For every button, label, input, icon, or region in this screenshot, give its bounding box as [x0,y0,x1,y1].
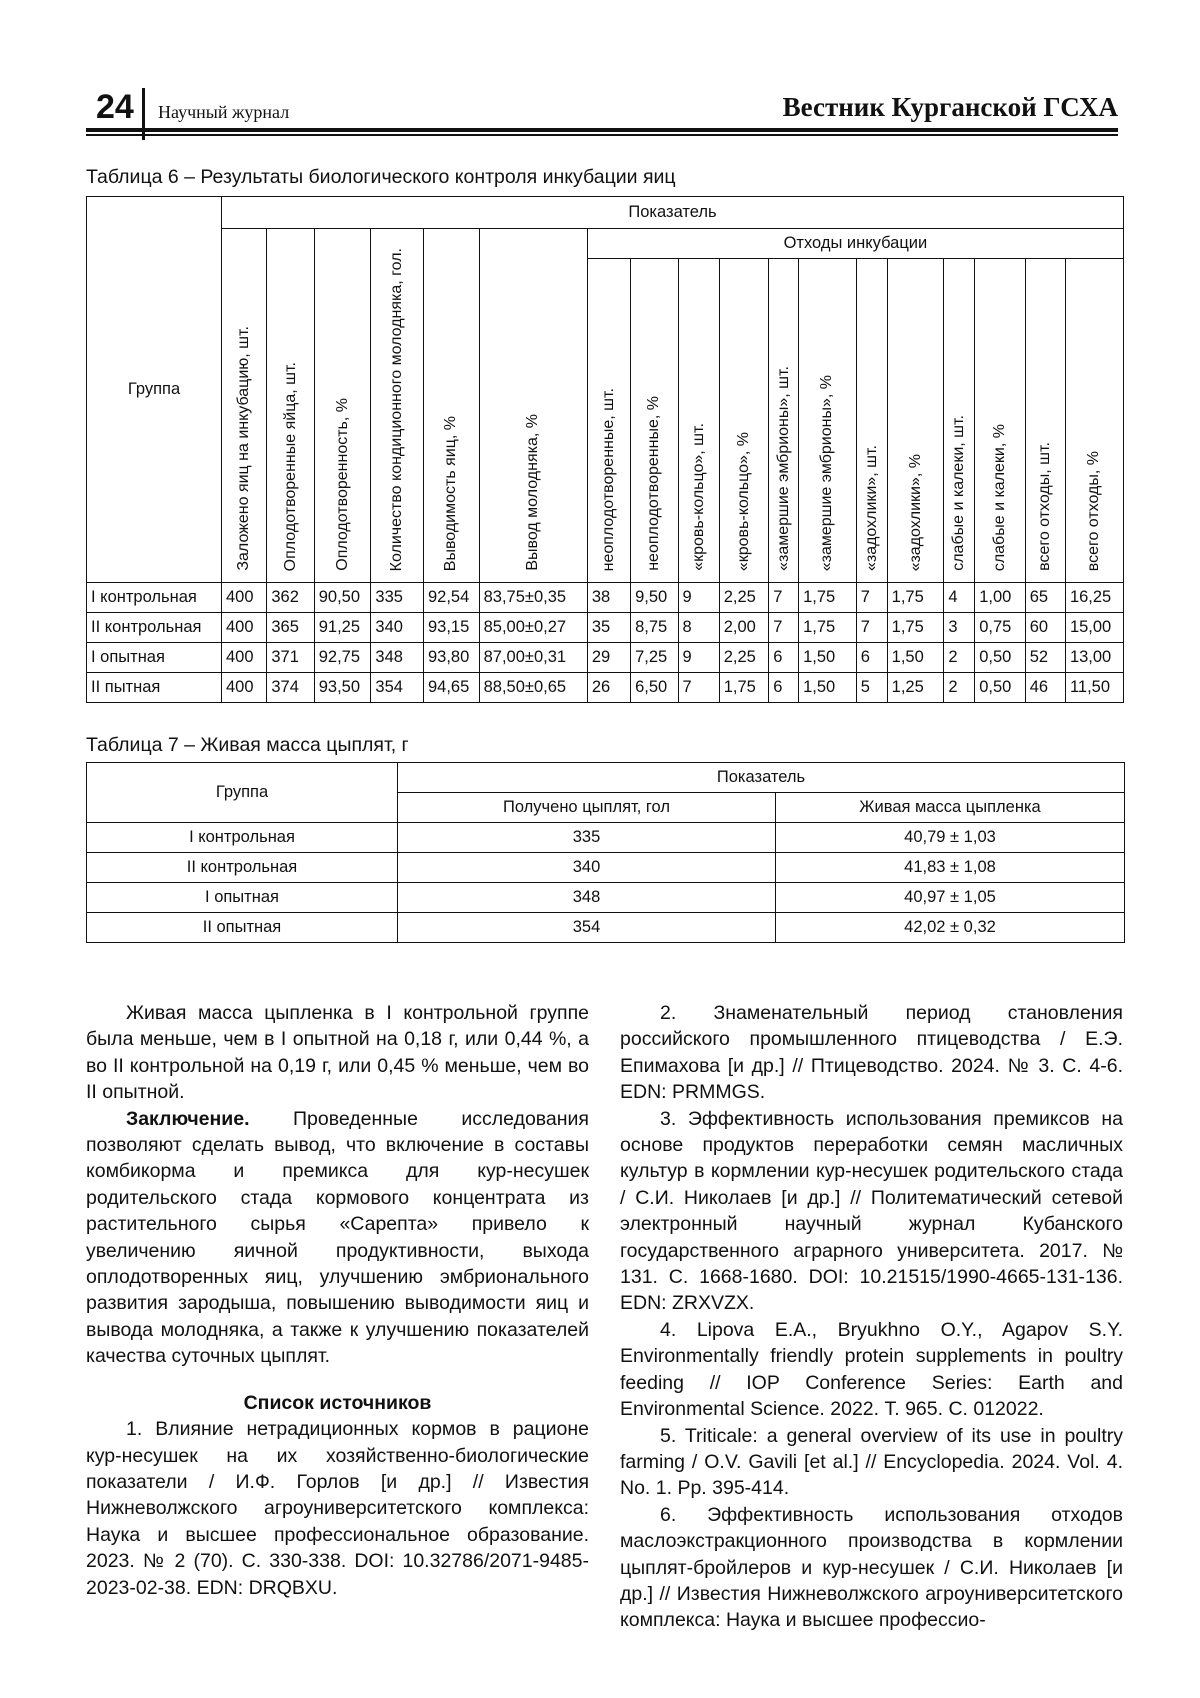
table6-value-cell: 1,75 [799,613,857,643]
table6-value-cell: 65 [1025,583,1065,613]
table6-row [87,583,1124,613]
table6-value-cell: 365 [267,613,314,643]
table6-col-header: слабые и калеки, % [975,259,1026,583]
table6-value-cell: 38 [587,583,630,613]
body-paragraph: Живая масса цыпленка в I контрольной группе была меньше, чем в I опытной на 0,18 г, или 0,44 %, а во II контрольной на 0,19 г, или 0,45 % меньше, чем во II опытной. [86,1002,589,1104]
table6-value-cell: 7 [769,613,799,643]
table6-value-cell: 8 [678,613,719,643]
table6-value-cell: 1,25 [887,673,944,703]
table6-value-cell: 1,00 [975,583,1026,613]
table6-value-cell: 1,75 [719,673,768,703]
conclusion-paragraph [86,1106,589,1370]
table7-count-cell: 354 [398,913,776,943]
table6-value-cell: 91,25 [314,613,371,643]
reference-item: 1. Влияние нетрадиционных кормов в рационе кур-несушек на их хозяйственно-биологические показатели / И.Ф. Горлов [и др.] // Известия Нижневолжского агроуниверситетского комплекса: Наука и высшее профессиональное образование. 2023. № 2 (70). С. 330-338. DOI: 10.32786/2071-9485-2023-02-38. EDN: DRQBXU. [86,1418,589,1599]
table6-value-cell: 9 [678,643,719,673]
reference-item: 5. Triticale: a general overview of its use in poultry farming / O.V. Gavili [et al.] // Encyclopedia. 2024. Vol. 4. No. 1. Pp. 395-414. [620,1424,1123,1500]
table6-value-cell: 6 [856,643,887,673]
table7-group-cell: II контрольная [87,853,398,883]
table6-value-cell: 60 [1025,613,1065,643]
table6-value-cell: 374 [267,673,314,703]
table6-value-cell: 52 [1025,643,1065,673]
table6-value-cell: 7,25 [631,643,678,673]
table7-mass-header: Живая масса цыпленка [776,793,1125,823]
table6-col-header: Выводимость яиц, % [423,229,479,583]
left-column [86,1000,589,1601]
table6-group-cell: II пытная [87,673,222,703]
journal-title: Вестник Курганской ГСХА [782,92,1118,122]
table6-value-cell: 16,25 [1065,583,1123,613]
table7-row [87,913,1125,943]
table6-value-cell: 46 [1025,673,1065,703]
journal-label: Научный журнал [158,102,290,122]
table6-value-cell: 1,75 [799,583,857,613]
table7-count-header: Получено цыплят, гол [398,793,776,823]
reference-item: 2. Знаменательный период становления российского промышленного птицеводства / Е.Э. Епимахова [и др.] // Птицеводство. 2024. № 3. С. 4-6. EDN: PRMMGS. [620,1002,1123,1104]
table6-row [87,643,1124,673]
table6-value-cell: 348 [371,643,424,673]
table6-value-cell: 2,00 [719,613,768,643]
table6-value-cell: 400 [222,673,267,703]
table7-group-cell: I контрольная [87,823,398,853]
table6-value-cell: 13,00 [1065,643,1123,673]
table6-value-cell: 9,50 [631,583,678,613]
table6-value-cell: 2,25 [719,583,768,613]
table6-value-cell: 1,75 [887,583,944,613]
table6-col-header: Оплодотворенность, % [314,229,371,583]
table6-value-cell: 9 [678,583,719,613]
table6-col-header: всего отходы, % [1065,259,1123,583]
header-rule-thick [86,128,1118,132]
table6-value-cell: 35 [587,613,630,643]
table7-count-cell: 335 [398,823,776,853]
table7-count-cell: 348 [398,883,776,913]
table6-value-cell: 7 [769,583,799,613]
table6-value-cell: 5 [856,673,887,703]
table6-value-cell: 1,50 [887,643,944,673]
table6-value-cell: 92,54 [423,583,479,613]
table6-value-cell: 335 [371,583,424,613]
table6-value-cell: 94,65 [423,673,479,703]
table6-value-cell: 88,50±0,65 [479,673,587,703]
header-rule-thin [86,134,1118,136]
table6-value-cell: 83,75±0,35 [479,583,587,613]
table7-row [87,853,1125,883]
table6-value-cell: 6,50 [631,673,678,703]
table6-col-header: Количество кондиционного молодняка, гол. [371,229,424,583]
table6 [86,196,1124,703]
table7-row [87,823,1125,853]
table6-value-cell: 93,80 [423,643,479,673]
table6-col-header: «кровь-кольцо», шт. [678,259,719,583]
reference-item: 4. Lipova E.A., Bryukhno O.Y., Agapov S.Y. Environmentally friendly protein supplements in poultry feeding // IOP Conference Series: Earth and Environmental Science. 2022. Т. 965. С. 012022. [620,1318,1123,1421]
header-divider [142,88,145,140]
table6-value-cell: 85,00±0,27 [479,613,587,643]
table7-mass-cell: 40,79 ± 1,03 [776,823,1125,853]
table6-waste-header: Отходы инкубации [587,229,1123,259]
table7-indicator-header: Показатель [398,763,1125,793]
table6-value-cell: 6 [769,673,799,703]
table6-value-cell: 92,75 [314,643,371,673]
table6-indicator-header: Показатель [222,197,1124,229]
table6-value-cell: 26 [587,673,630,703]
table6-value-cell: 400 [222,583,267,613]
table6-value-cell: 400 [222,643,267,673]
table6-value-cell: 371 [267,643,314,673]
table6-col-header: всего отходы, шт. [1025,259,1065,583]
table7-count-cell: 340 [398,853,776,883]
table7-group-cell: I опытная [87,883,398,913]
table7-mass-cell: 40,97 ± 1,05 [776,883,1125,913]
table6-value-cell: 93,50 [314,673,371,703]
table6-value-cell: 7 [856,583,887,613]
table6-value-cell: 29 [587,643,630,673]
table6-value-cell: 2 [944,643,975,673]
table6-value-cell: 0,75 [975,613,1026,643]
table7-row [87,883,1125,913]
table6-col-header: неоплодотворенные, шт. [587,259,630,583]
table6-value-cell: 2 [944,673,975,703]
table7-group-cell: II опытная [87,913,398,943]
table6-group-cell: II контрольная [87,613,222,643]
table6-value-cell: 2,25 [719,643,768,673]
table6-value-cell: 0,50 [975,673,1026,703]
table6-col-header: «задохлики», шт. [856,259,887,583]
table6-caption: Таблица 6 – Результаты биологического контроля инкубации яиц [86,166,676,188]
table6-value-cell: 1,50 [799,643,857,673]
table6-value-cell: 7 [678,673,719,703]
table6-value-cell: 362 [267,583,314,613]
table6-col-header: слабые и калеки, шт. [944,259,975,583]
conclusion-label: Заключение. [126,1107,250,1130]
table6-group-cell: I опытная [87,643,222,673]
table6-row [87,613,1124,643]
right-column [620,1000,1123,1634]
table6-col-header: Заложено яиц на инкубацию, шт. [222,229,267,583]
table6-value-cell: 1,75 [887,613,944,643]
references-heading: Список источников [243,1391,432,1414]
table6-value-cell: 6 [769,643,799,673]
page-number: 24 [96,88,134,126]
table7-mass-cell: 41,83 ± 1,08 [776,853,1125,883]
table6-value-cell: 340 [371,613,424,643]
table6-col-header: Оплодотворенные яйца, шт. [267,229,314,583]
reference-item: 6. Эффективность использования отходов маслоэкстракционного производства в кормлении цыплят-бройлеров и кур-несушек / С.И. Николаев [и др.] // Известия Нижневолжского агроуниверситетского комплекса: Наука и высшее профессио- [620,1503,1123,1632]
table7-mass-cell: 42,02 ± 0,32 [776,913,1125,943]
table6-col-header: Вывод молодняка, % [479,229,587,583]
table7-caption: Таблица 7 – Живая масса цыплят, г [86,734,409,756]
table6-value-cell: 1,50 [799,673,857,703]
table6-value-cell: 15,00 [1065,613,1123,643]
table6-group-header: Группа [87,197,222,583]
table7-group-header: Группа [87,763,398,823]
table6-value-cell: 93,15 [423,613,479,643]
table6-col-header: «кровь-кольцо», % [719,259,768,583]
table6-col-header: «замершие эмбрионы», шт. [769,259,799,583]
table6-value-cell: 87,00±0,31 [479,643,587,673]
table6-value-cell: 354 [371,673,424,703]
table6-value-cell: 3 [944,613,975,643]
table6-col-header: неоплодотворенные, % [631,259,678,583]
table6-row [87,673,1124,703]
table6-value-cell: 90,50 [314,583,371,613]
table6-value-cell: 0,50 [975,643,1026,673]
table6-value-cell: 7 [856,613,887,643]
table6-group-cell: I контрольная [87,583,222,613]
table6-value-cell: 400 [222,613,267,643]
reference-item: 3. Эффективность использования премиксов на основе продуктов переработки семян масличных культур в кормлении кур-несушек родительского стада / С.И. Николаев [и др.] // Политематический сетевой электронный научный журнал Кубанского государственного аграрного университета. 2017. № 131. С. 1668-1680. DOI: 10.21515/1990-4665-131-136. EDN: ZRXVZX. [620,1107,1123,1315]
table6-value-cell: 4 [944,583,975,613]
table7 [86,762,1125,943]
table6-col-header: «замершие эмбрионы», % [799,259,857,583]
table6-col-header: «задохлики», % [887,259,944,583]
table6-value-cell: 11,50 [1065,673,1123,703]
conclusion-text: Проведенные исследования позволяют сделать вывод, что включение в составы комбикорма и премикса для кур-несушек родительского стада кормового концентрата из растительного сырья «Сарепта» привело к увеличению яичной продуктивности, выхода оплодотворенных яиц, улучшению эмбрионального развития зародыша, повышению выводимости яиц и вывода молодняка, а также к улучшению показателей качества суточных цыплят. [86,1107,589,1368]
table6-value-cell: 8,75 [631,613,678,643]
